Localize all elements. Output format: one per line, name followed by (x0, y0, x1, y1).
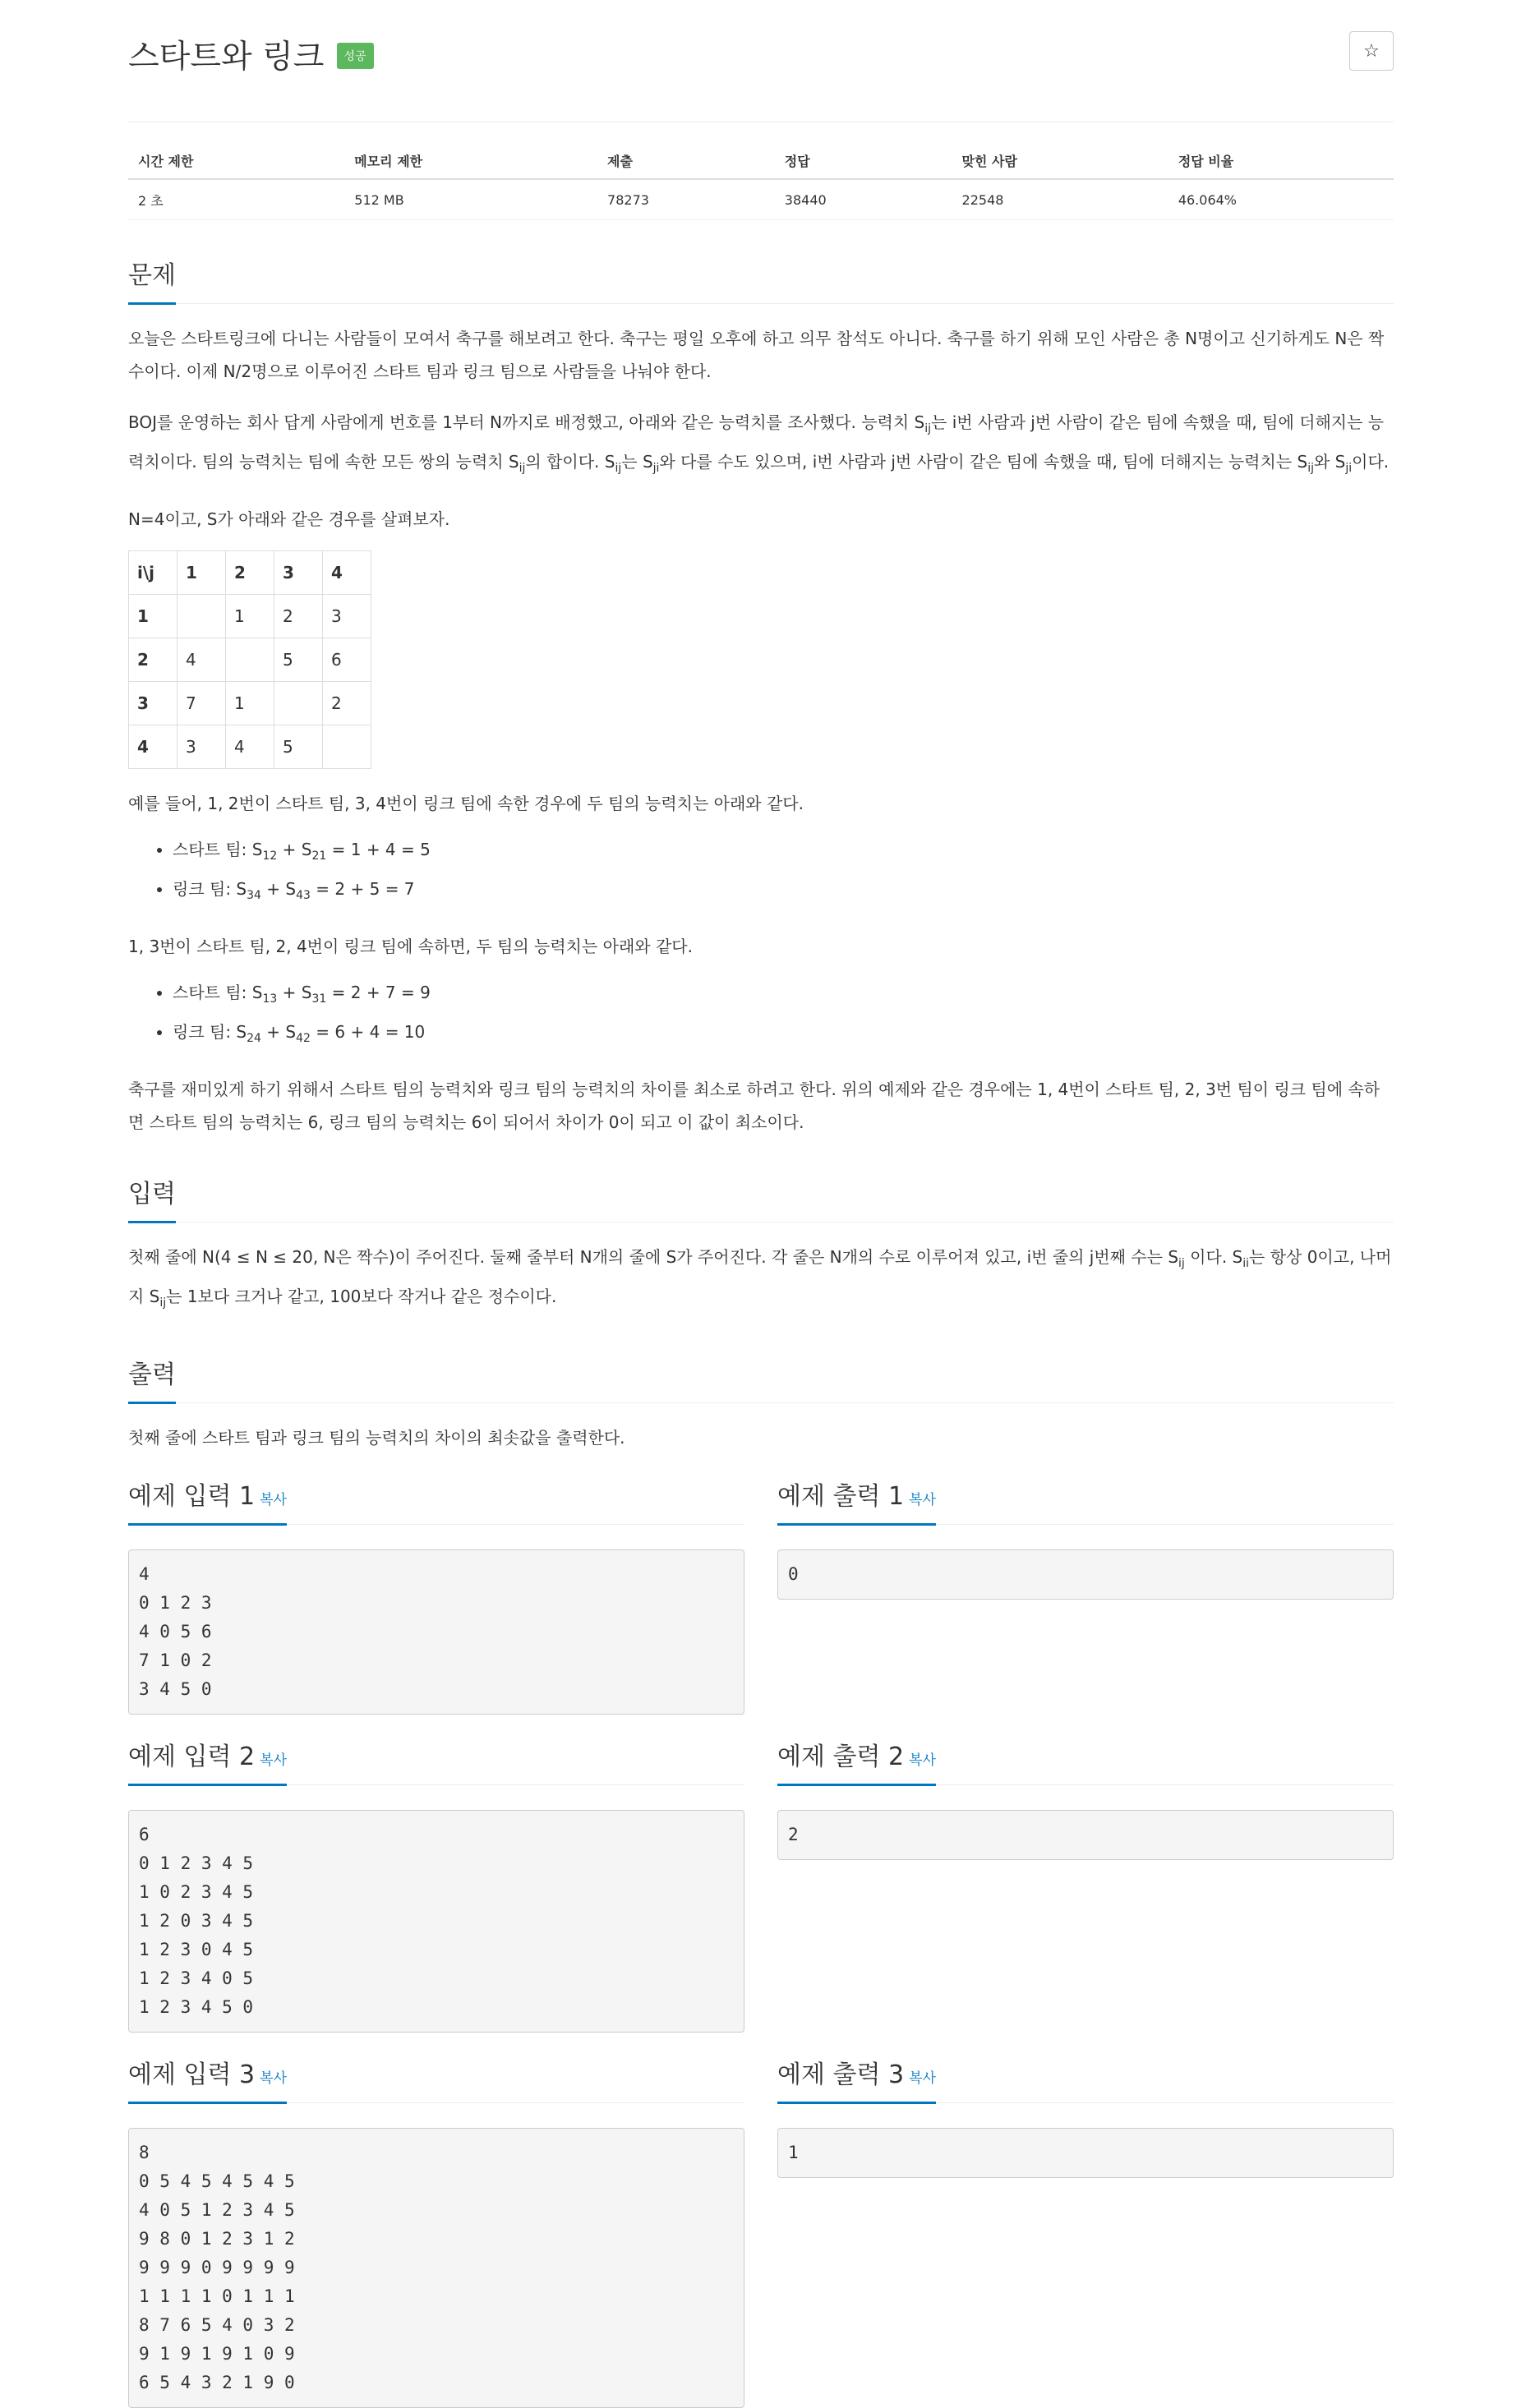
info-header: 정답 (775, 142, 952, 179)
info-value-row (128, 179, 1394, 220)
sample-input-column (128, 2033, 744, 2408)
matrix-row (129, 682, 371, 725)
copy-button[interactable]: 복사 (909, 1752, 936, 1769)
info-value: 46.064% (1168, 179, 1394, 220)
matrix-cell: 3 (274, 551, 323, 595)
sample-input-header (128, 1736, 744, 1785)
copy-button[interactable]: 복사 (260, 1492, 287, 1508)
matrix-cell: 7 (177, 682, 226, 725)
example-item: • 스타트 팀: $S_{13} + S_{31} = 2 + 7 = 9$ (173, 976, 1394, 1015)
sample-output-header (777, 1476, 1394, 1525)
matrix-row (129, 551, 371, 595)
matrix-cell: 2 (274, 595, 323, 638)
example-list (128, 833, 1394, 912)
sample-output-header (777, 2054, 1394, 2103)
output-section-header (128, 1354, 1394, 1403)
ability-matrix-table (128, 550, 371, 769)
sample-output-code: 1 (777, 2128, 1394, 2178)
copy-button[interactable]: 복사 (909, 2070, 936, 2087)
problem-paragraph: 축구를 재미있게 하기 위해서 스타트 팀의 능력치와 링크 팀의 능력치의 차이를 최소로 하려고 한다. 위의 예제와 같은 경우에는 1, 4번이 스타트 팀, 2, 3번 팀이 링크 팀에 속하면 스타트 팀의 능력치는 6, 링크 팀의 능력치는 6이 되어서 차이가 0이 되고 이 값이 최소이다. (128, 1080, 1380, 1132)
sample-output-title: 예제 출력 3 복사 (777, 2054, 936, 2104)
sample-pair (128, 2033, 1394, 2408)
sample-output-column (777, 1715, 1394, 2033)
problem-paragraph: 1, 3번이 스타트 팀, 2, 4번이 링크 팀에 속하면, 두 팀의 능력치는 아래와 같다. (128, 937, 693, 956)
input-description: 첫째 줄에 N(4 ≤ N ≤ 20, N은 짝수)이 주어진다. 둘째 줄부터 N개의 줄에 S가 주어진다. 각 줄은 N개의 수로 이루어져 있고, i번 줄의 j번째 수는 $S_{ij}$ 이다. $S_{ii}$는 항상 0이고, 나머지 $S_{ij}$는 1보다 크거나 같고, 100보다 작거나 같은 정수이다. (128, 1247, 1392, 1310)
sample-input-header (128, 1476, 744, 1525)
problem-section-title: 문제 (128, 255, 176, 305)
matrix-cell: 4 (323, 551, 371, 595)
output-section-title: 출력 (128, 1354, 176, 1404)
matrix-cell: 2 (323, 682, 371, 725)
example-item: • 스타트 팀: $S_{12} + S_{21} = 1 + 4 = 5$ (173, 833, 1394, 872)
info-value: 2 초 (128, 179, 344, 220)
matrix-cell: i\j (129, 551, 177, 595)
problem-info-table (128, 142, 1394, 220)
sample-output-title: 예제 출력 1 복사 (777, 1476, 936, 1526)
sample-output-code: 2 (777, 1810, 1394, 1860)
sample-input-title: 예제 입력 2 복사 (128, 1736, 287, 1786)
matrix-cell: 1 (177, 551, 226, 595)
copy-button[interactable]: 복사 (909, 1492, 936, 1508)
info-header: 정답 비율 (1168, 142, 1394, 179)
sample-output-column (777, 1454, 1394, 1715)
matrix-row (129, 595, 371, 638)
problem-paragraph: 예를 들어, 1, 2번이 스타트 팀, 3, 4번이 링크 팀에 속한 경우에 두 팀의 능력치는 아래와 같다. (128, 794, 804, 813)
sample-input-title: 예제 입력 3 복사 (128, 2054, 287, 2104)
matrix-cell: 3 (323, 595, 371, 638)
info-header: 메모리 제한 (344, 142, 597, 179)
info-value[interactable]: 78273 (597, 179, 775, 220)
matrix-cell (177, 595, 226, 638)
matrix-row (129, 638, 371, 682)
matrix-cell: 2 (226, 551, 274, 595)
sample-pair (128, 1454, 1394, 1715)
favorite-button[interactable] (1349, 31, 1394, 71)
title-row (128, 31, 1394, 89)
page-title: 스타트와 링크 (128, 39, 325, 76)
samples (128, 1454, 1394, 2408)
input-section-title: 입력 (128, 1173, 176, 1223)
matrix-cell: 5 (274, 725, 323, 769)
info-header-row (128, 142, 1394, 179)
matrix-cell: 4 (129, 725, 177, 769)
input-section-header (128, 1173, 1394, 1222)
sample-input-header (128, 2054, 744, 2103)
info-value[interactable]: 22548 (952, 179, 1168, 220)
matrix-row (129, 725, 371, 769)
matrix-cell: 1 (226, 595, 274, 638)
info-header: 제출 (597, 142, 775, 179)
problem-paragraph: N=4이고, S가 아래와 같은 경우를 살펴보자. (128, 509, 450, 529)
sample-input-code: 8 0 5 4 5 4 5 4 5 4 0 5 1 2 3 4 5 9 8 0 1 2 3 1 2 9 9 9 0 9 9 9 9 1 1 1 1 0 1 1 1 8 7 6 5 4 0 3 2 9 1 9 1 9 1 0 9 6 5 4 3 2 1 9 0 (128, 2128, 744, 2408)
sample-input-column (128, 1715, 744, 2033)
sample-output-column (777, 2033, 1394, 2408)
problem-paragraph: 오늘은 스타트링크에 다니는 사람들이 모여서 축구를 해보려고 한다. 축구는 평일 오후에 하고 의무 참석도 아니다. 축구를 하기 위해 모인 사람은 총 N명이고 신기하게도 N은 짝수이다. 이제 N/2명으로 이루어진 스타트 팀과 링크 팀으로 사람들을 나눠야 한다. (128, 329, 1385, 381)
sample-input-code: 6 0 1 2 3 4 5 1 0 2 3 4 5 1 2 0 3 4 5 1 2 3 0 4 5 1 2 3 4 0 5 1 2 3 4 5 0 (128, 1810, 744, 2033)
sample-pair (128, 1715, 1394, 2033)
sample-input-column (128, 1454, 744, 1715)
sample-output-header (777, 1736, 1394, 1785)
matrix-cell (323, 725, 371, 769)
status-badge: 성공 (337, 43, 374, 69)
matrix-cell: 2 (129, 638, 177, 682)
matrix-cell (274, 682, 323, 725)
sample-output-title: 예제 출력 2 복사 (777, 1736, 936, 1786)
matrix-cell (226, 638, 274, 682)
example-item: • 링크 팀: $S_{34} + S_{43} = 2 + 5 = 7$ (173, 872, 1394, 912)
info-header: 시간 제한 (128, 142, 344, 179)
sample-input-title: 예제 입력 1 복사 (128, 1476, 287, 1526)
matrix-cell: 4 (177, 638, 226, 682)
matrix-cell: 1 (226, 682, 274, 725)
problem-page (128, 0, 1394, 2408)
matrix-cell: 1 (129, 595, 177, 638)
problem-paragraph: BOJ를 운영하는 회사 답게 사람에게 번호를 1부터 N까지로 배정했고, 아래와 같은 능력치를 조사했다. 능력치 $S_{ij}$는 i번 사람과 j번 사람이 같은 팀에 속했을 때, 팀에 더해지는 능력치이다. 팀의 능력치는 팀에 속한 모든 쌍의 능력치 $S_{ij}$의 합이다. $S_{ij}$는 $S_{ji}$와 다를 수도 있으며, i번 사람과 j번 사람이 같은 팀에 속했을 때, 팀에 더해지는 능력치는 $S_{ij}$와 $S_{ji}$이다. (128, 412, 1390, 475)
star-icon: ☆ (1363, 40, 1380, 62)
copy-button[interactable]: 복사 (260, 1752, 287, 1769)
matrix-cell: 5 (274, 638, 323, 682)
matrix-cell: 6 (323, 638, 371, 682)
info-value: 512 MB (344, 179, 597, 220)
matrix-cell: 3 (177, 725, 226, 769)
example-item: • 링크 팀: $S_{24} + S_{42} = 6 + 4 = 10$ (173, 1015, 1394, 1055)
matrix-cell: 3 (129, 682, 177, 725)
sample-output-code: 0 (777, 1549, 1394, 1600)
info-header: 맞힌 사람 (952, 142, 1168, 179)
output-description: 첫째 줄에 스타트 팀과 링크 팀의 능력치의 차이의 최솟값을 출력한다. (128, 1428, 625, 1448)
sample-input-code: 4 0 1 2 3 4 0 5 6 7 1 0 2 3 4 5 0 (128, 1549, 744, 1715)
copy-button[interactable]: 복사 (260, 2070, 287, 2087)
info-value[interactable]: 38440 (775, 179, 952, 220)
problem-section-header (128, 255, 1394, 304)
matrix-cell: 4 (226, 725, 274, 769)
example-list (128, 976, 1394, 1055)
